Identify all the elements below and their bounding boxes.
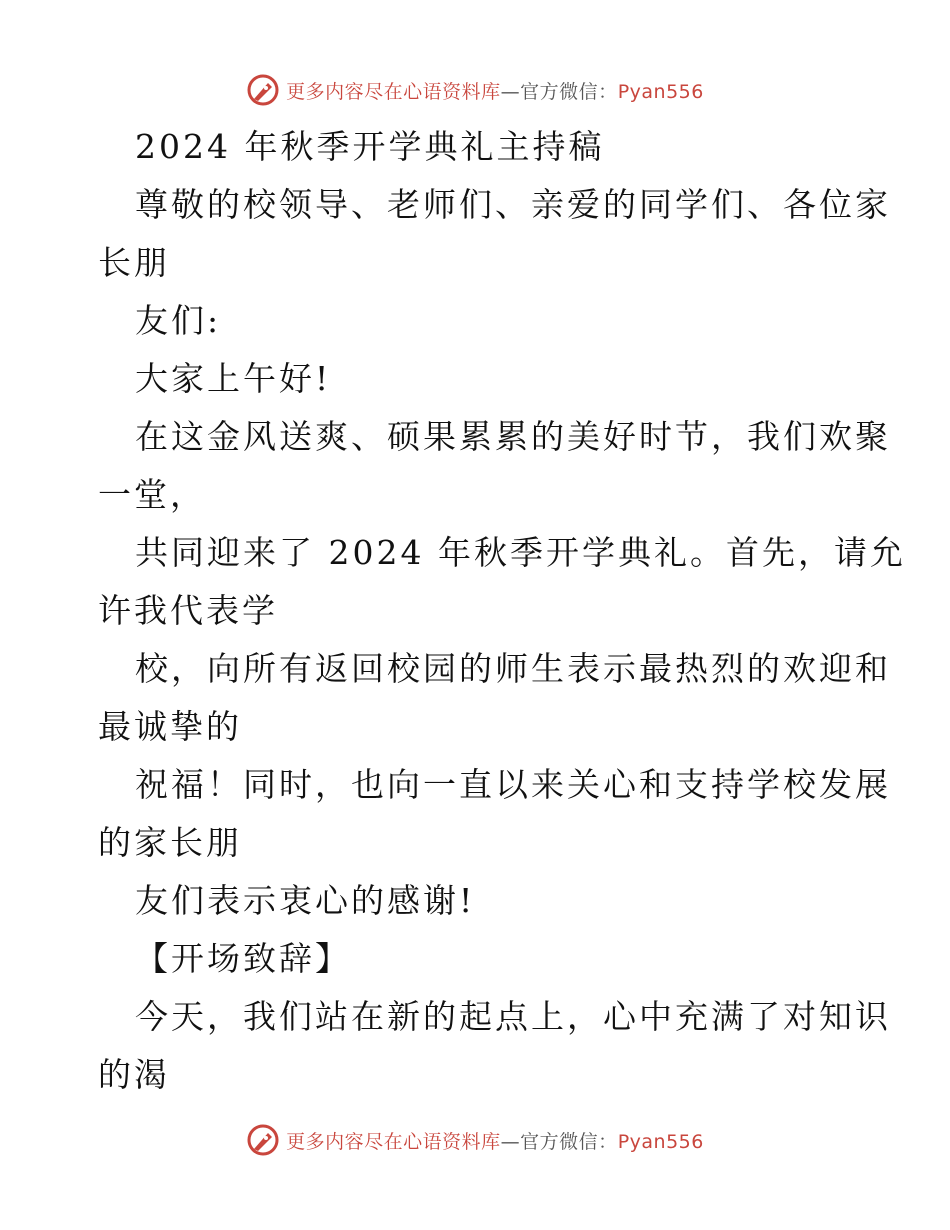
text-line: 的渴 — [98, 1055, 170, 1094]
watermark-wechat-label: 官方微信： — [520, 80, 618, 103]
text-line: 共同迎来了 2024 年秋季开学典礼。首先，请允 — [135, 533, 906, 572]
watermark-separator: — — [500, 80, 521, 103]
header-watermark — [0, 70, 950, 110]
text-line: 在这金风送爽、硕果累累的美好时节，我们欢聚 — [135, 417, 891, 456]
document-body — [98, 118, 906, 1104]
text-line: 许我代表学 — [98, 591, 278, 630]
text-line: 校，向所有返回校园的师生表示最热烈的欢迎和 — [135, 649, 891, 688]
watermark-main: 更多内容尽在心语资料库 — [286, 1130, 501, 1153]
watermark-separator: — — [500, 1130, 521, 1153]
text-line: 友们表示衷心的感谢! — [135, 881, 476, 920]
text-line: 最诚挚的 — [98, 707, 242, 746]
text-line: 的家长朋 — [98, 823, 242, 862]
footer-watermark — [0, 1120, 950, 1160]
watermark-wechat-label: 官方微信： — [520, 1130, 618, 1153]
text-line: 大家上午好! — [135, 359, 332, 398]
document-title: 2024 年秋季开学典礼主持稿 — [135, 127, 605, 166]
text-line: 长朋 — [98, 243, 170, 282]
text-line: 祝福！同时，也向一直以来关心和支持学校发展 — [135, 765, 891, 804]
text-line: 今天，我们站在新的起点上，心中充满了对知识 — [135, 997, 891, 1036]
pen-nib-logo-icon — [246, 73, 280, 107]
watermark-wechat-id: Pyan556 — [617, 1130, 704, 1153]
text-line: 一堂， — [98, 475, 206, 514]
section-heading: 【开场致辞】 — [135, 939, 351, 978]
text-line: 友们: — [135, 301, 222, 340]
pen-nib-logo-icon — [246, 1123, 280, 1157]
watermark-main: 更多内容尽在心语资料库 — [286, 80, 501, 103]
watermark-text — [286, 77, 704, 104]
text-line: 尊敬的校领导、老师们、亲爱的同学们、各位家 — [135, 185, 891, 224]
watermark-text — [286, 1127, 704, 1154]
watermark-wechat-id: Pyan556 — [617, 80, 704, 103]
